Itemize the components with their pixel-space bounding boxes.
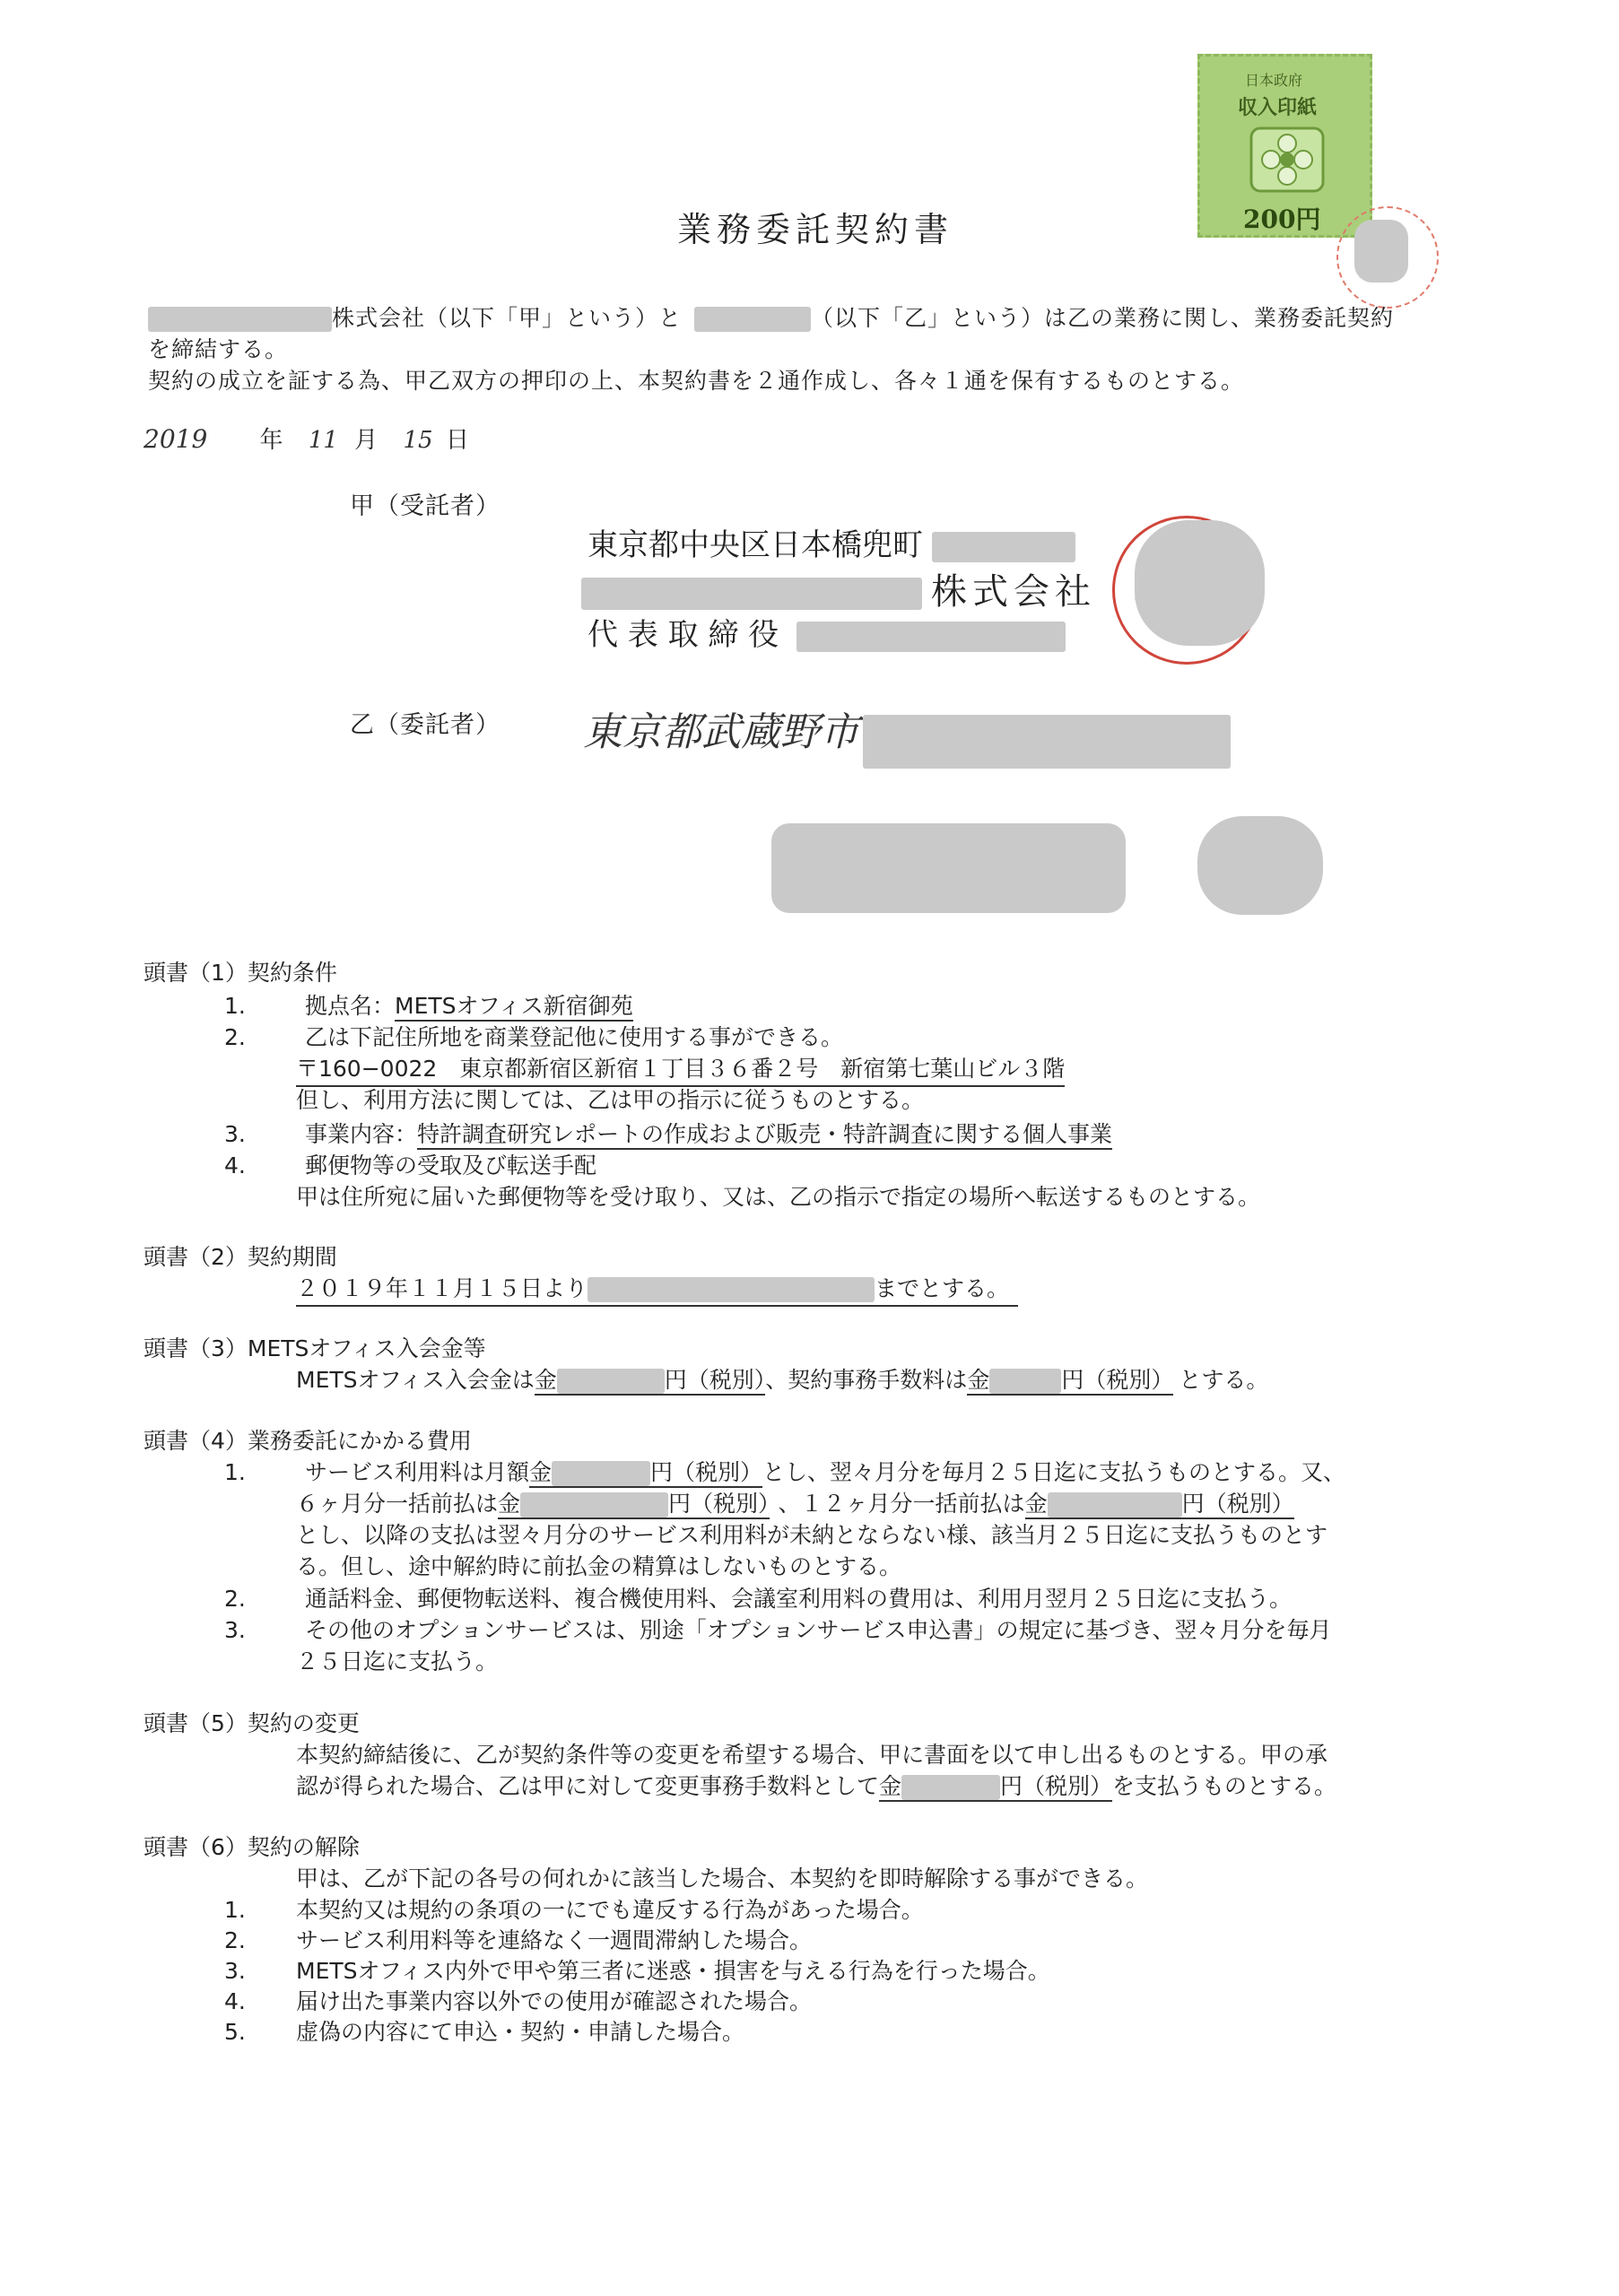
item-lead: 拠点名： xyxy=(305,993,396,1019)
gold-label: 金 xyxy=(967,1367,990,1393)
fee-text: サービス利用料は月額 xyxy=(305,1459,530,1485)
s5-line-1: 本契約締結後に、乙が契約条件等の変更を希望する場合、甲に書面を以て申し出るものとする。甲の承 xyxy=(296,1742,1328,1768)
yen-tax: 円（税別） xyxy=(1181,1491,1294,1517)
redaction xyxy=(552,1461,650,1486)
s1-item-3 xyxy=(224,1119,1112,1150)
s4-line-1 xyxy=(224,1457,1345,1488)
yen-tax: 円（税別） xyxy=(650,1459,763,1485)
redaction xyxy=(520,1492,668,1518)
gold-label: 金 xyxy=(1024,1491,1048,1517)
fee-text: を支払うものとする。 xyxy=(1112,1773,1337,1799)
item-text: 本契約又は規約の条項の一にでも違反する行為があった場合。 xyxy=(296,1897,924,1923)
item-number: 4. xyxy=(224,1152,246,1178)
gold-label: 金 xyxy=(879,1773,902,1799)
admission-fee-amount xyxy=(535,1367,766,1396)
flower-icon xyxy=(1247,124,1327,199)
s1-item-4 xyxy=(224,1151,596,1181)
redaction xyxy=(771,823,1126,913)
contract-date xyxy=(144,422,469,455)
s6-item-2 xyxy=(224,1926,812,1956)
s6-item-1 xyxy=(224,1895,924,1926)
s4-line-7: ２５日迄に支払う。 xyxy=(296,1648,499,1674)
item-number: 1. xyxy=(224,993,246,1019)
item-number: 3. xyxy=(224,1958,246,1984)
redaction xyxy=(1048,1492,1182,1518)
redaction xyxy=(1197,816,1323,915)
item-text: その他のオプションサービスは、別途「オプションサービス申込書」の規定に基づき、翌々月分を毎月 xyxy=(305,1617,1332,1643)
party-a-label: 甲（受託者） xyxy=(350,492,500,520)
section-3-heading: 頭書（3）METSオフィス入会金等 xyxy=(144,1335,486,1361)
item-text: サービス利用料等を連絡なく一週間滞納した場合。 xyxy=(296,1927,813,1953)
s6-intro: 甲は、乙が下記の各号の何れかに該当した場合、本契約を即時解除する事ができる。 xyxy=(296,1866,1149,1892)
admission-fees xyxy=(296,1365,1268,1396)
date-day-label: 日 xyxy=(445,427,469,454)
fee-text: 、契約事務手数料は xyxy=(765,1367,968,1393)
six-month-amount xyxy=(498,1491,770,1519)
item-text: 虚偽の内容にて申込・契約・申請した場合。 xyxy=(296,2019,745,2045)
item-text: 通話料金、郵便物転送料、複合機使用料、会議室利用料の費用は、利用月翌月２５日迄に支払う。 xyxy=(305,1586,1293,1612)
item-number: 4. xyxy=(224,1988,246,2014)
section-6-heading: 頭書（6）契約の解除 xyxy=(144,1834,360,1860)
party-a-address xyxy=(588,520,1075,564)
redaction xyxy=(1354,220,1408,283)
page-title: 業務委託契約書 xyxy=(677,210,954,249)
item-text: 郵便物等の受取及び転送手配 xyxy=(305,1152,597,1178)
office-name: METSオフィス新宿御苑 xyxy=(395,993,633,1022)
s6-item-4 xyxy=(224,1987,812,2017)
redaction xyxy=(796,622,1066,652)
s1-item-2 xyxy=(224,1022,843,1053)
s4-line-4: る。但し、途中解約時に前払金の精算はしないものとする。 xyxy=(296,1553,902,1579)
stamp-label: 収入印紙 xyxy=(1238,97,1318,119)
party-a-address-text: 東京都中央区日本橋兜町 xyxy=(588,527,923,563)
redaction xyxy=(588,1277,875,1302)
party-a-representative xyxy=(588,610,1066,654)
yen-tax: 円（税別） xyxy=(664,1367,766,1393)
yen-tax: 円（税別） xyxy=(1000,1773,1113,1799)
redaction xyxy=(901,1775,1000,1800)
monthly-fee-amount xyxy=(529,1459,762,1488)
twelve-month-amount xyxy=(1025,1491,1294,1519)
fee-text: ６ヶ月分一括前払は xyxy=(296,1491,499,1517)
business-content: 特許調査研究レポートの作成および販売・特許調査に関する個人事業 xyxy=(417,1121,1112,1150)
fee-text: 、１２ヶ月分一括前払は xyxy=(778,1491,1025,1517)
item-number: 1. xyxy=(224,1897,246,1923)
s6-item-3 xyxy=(224,1956,1050,1987)
redaction xyxy=(694,307,811,332)
party-a-rep-title: 代 表 取 締 役 xyxy=(588,617,779,653)
stamp-value: 200円 xyxy=(1243,204,1321,234)
revenue-stamp xyxy=(1197,54,1372,238)
date-year-label: 年 xyxy=(259,427,283,454)
section-5-heading: 頭書（5）契約の変更 xyxy=(144,1710,360,1736)
usage-note: 但し、利用方法に関しては、乙は甲の指示に従うものとする。 xyxy=(296,1087,925,1113)
section-1-heading: 頭書（1）契約条件 xyxy=(144,960,337,986)
item-number: 3. xyxy=(224,1617,246,1643)
item-number: 2. xyxy=(224,1024,246,1050)
s4-line-2 xyxy=(296,1489,1294,1519)
registered-address: 〒160−0022 東京都新宿区新宿１丁目３６番２号 新宿第七葉山ビル３階 xyxy=(296,1054,1065,1087)
fee-text: METSオフィス入会金は xyxy=(296,1367,535,1393)
intro-line-1a: 株式会社（以下「甲」という）と xyxy=(332,305,683,331)
gold-label: 金 xyxy=(534,1367,557,1393)
intro-line-1 xyxy=(148,303,1394,334)
redaction xyxy=(863,715,1231,769)
intro-line-3: 契約の成立を証する為、甲乙双方の押印の上、本契約書を２通作成し、各々１通を保有するものとする。 xyxy=(148,368,1245,394)
intro-line-1b: （以下「乙」という）は乙の業務に関し、業務委託契約 xyxy=(811,305,1395,331)
s4-item-3 xyxy=(224,1615,1332,1646)
fee-text: 認が得られた場合、乙は甲に対して変更事務手数料として xyxy=(296,1773,880,1799)
date-month-label: 月 xyxy=(354,427,379,454)
redaction xyxy=(581,578,922,610)
yen-tax: 円（税別） xyxy=(668,1491,770,1517)
date-day: 15 xyxy=(403,427,433,454)
item-number: 3. xyxy=(224,1121,246,1147)
s4-line-3: とし、以降の支払は翌々月分のサービス利用料が未納とならない様、該当月２５日迄に支払うものとす xyxy=(296,1522,1328,1548)
gold-label: 金 xyxy=(529,1459,553,1485)
change-fee-amount xyxy=(879,1773,1112,1802)
date-year: 2019 xyxy=(144,424,208,454)
redaction xyxy=(989,1369,1061,1394)
item-lead: 事業内容： xyxy=(305,1121,418,1147)
party-b-address xyxy=(583,700,1231,769)
intro-line-2: を締結する。 xyxy=(148,336,289,362)
party-b-address-text: 東京都武蔵野市 xyxy=(583,709,859,755)
gold-label: 金 xyxy=(498,1491,521,1517)
s5-line-2 xyxy=(296,1771,1336,1802)
stamp-top-text: 日本政府 xyxy=(1245,72,1303,89)
s4-item-2 xyxy=(224,1584,1292,1614)
s6-item-5 xyxy=(224,2017,744,2048)
redaction xyxy=(1135,520,1265,646)
item-number: 2. xyxy=(224,1586,246,1612)
contract-period xyxy=(296,1274,1018,1307)
period-start: ２０１９年１１月１５日より xyxy=(296,1275,588,1301)
fee-text: とし、翌々月分を毎月２５日迄に支払うものとする。又、 xyxy=(762,1459,1346,1485)
redaction xyxy=(932,532,1075,562)
item-number: 5. xyxy=(224,2019,246,2045)
s1-item-1 xyxy=(224,991,633,1022)
item-text: 届け出た事業内容以外での使用が確認された場合。 xyxy=(296,1988,813,2014)
item-number: 2. xyxy=(224,1927,246,1953)
redaction xyxy=(557,1369,665,1394)
party-a-company xyxy=(581,563,1096,614)
period-end: までとする。 xyxy=(875,1275,1010,1301)
mail-forwarding-note: 甲は住所宛に届いた郵便物等を受け取り、又は、乙の指示で指定の場所へ転送するものとする。 xyxy=(296,1184,1261,1210)
section-2-heading: 頭書（2）契約期間 xyxy=(144,1244,337,1270)
yen-tax: 円（税別） xyxy=(1061,1367,1174,1393)
date-month: 11 xyxy=(308,427,338,454)
party-a-company-suffix: 株式会社 xyxy=(931,571,1096,613)
item-text: 乙は下記住所地を商業登記他に使用する事ができる。 xyxy=(305,1024,844,1050)
redaction xyxy=(148,307,332,332)
admin-fee-amount xyxy=(967,1367,1173,1396)
party-b-label: 乙（委託者） xyxy=(350,711,500,739)
section-4-heading: 頭書（4）業務委託にかかる費用 xyxy=(144,1428,472,1454)
item-text: METSオフィス内外で甲や第三者に迷惑・損害を与える行為を行った場合。 xyxy=(296,1958,1050,1984)
item-number: 1. xyxy=(224,1459,246,1485)
fee-text: とする。 xyxy=(1179,1367,1269,1393)
